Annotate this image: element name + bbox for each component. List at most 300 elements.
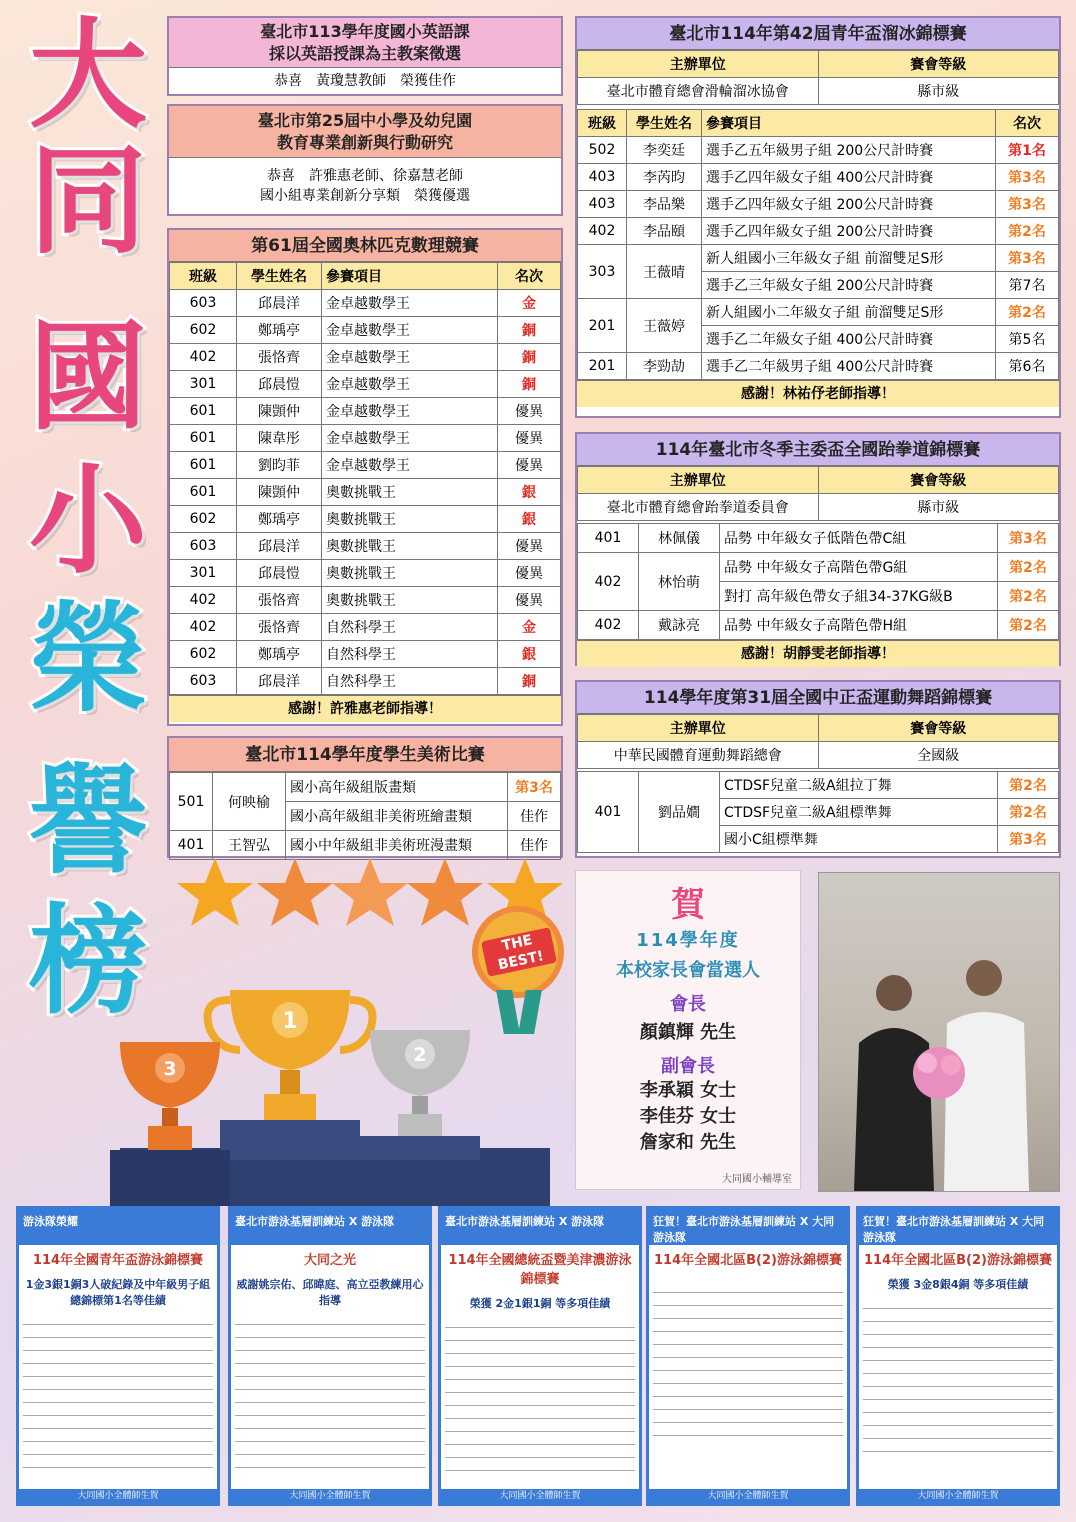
rank-cell: 第2名 [998, 553, 1059, 582]
event-cell: 奧數挑戰王 [322, 506, 498, 533]
rank-cell: 優異 [498, 587, 561, 614]
people-icon [819, 873, 1059, 1191]
thumb-table-row [445, 1380, 635, 1393]
thumb-table-row [653, 1345, 843, 1358]
rank-cell: 第2名 [998, 611, 1059, 640]
dance-rank: 第3名 [998, 826, 1059, 853]
thumb-table-row [863, 1439, 1053, 1452]
event-cell: 奧數挑戰王 [322, 533, 498, 560]
table-row [170, 479, 561, 506]
tkd-org: 臺北市體育總會跆拳道委員會 [578, 494, 819, 521]
tkd-title: 114年臺北市冬季主委盃全國跆拳道錦標賽 [577, 434, 1059, 466]
thumb-table-row [23, 1416, 213, 1429]
thumb-table-row [653, 1384, 843, 1397]
event-cell: 奧數挑戰王 [322, 587, 498, 614]
rank-cell: 第1名 [996, 137, 1059, 164]
pta-he: 賀 [671, 885, 705, 925]
table-row [578, 353, 1059, 380]
thumb-table-row [23, 1429, 213, 1442]
student-cell: 邱晨愷 [237, 560, 322, 587]
student-cell: 林佩儀 [639, 524, 720, 553]
student-cell: 李品頤 [627, 218, 702, 245]
thumb-table-row [235, 1351, 425, 1364]
table-row [170, 452, 561, 479]
class-cell: 403 [578, 191, 627, 218]
banner-char: 同 [28, 132, 147, 270]
event-cell: 自然科學王 [322, 614, 498, 641]
dance-table [577, 771, 1059, 853]
tkd-table [577, 523, 1059, 640]
class-cell: 601 [170, 479, 237, 506]
swim-poster-thumbnail[interactable] [16, 1206, 220, 1506]
rank-cell: 金 [498, 614, 561, 641]
thumb-subtitle: 1金3銀1銅3人破紀錄及中年級男子組總錦標第1名等佳績 [25, 1278, 211, 1307]
event-cell: 金卓越數學王 [322, 425, 498, 452]
class-cell: 201 [578, 299, 627, 353]
class-cell: 602 [170, 506, 237, 533]
thumb-table-row [445, 1432, 635, 1445]
event-cell: 選手乙四年級女子組 400公尺計時賽 [702, 164, 996, 191]
math-title: 第61屆全國奧林匹克數理競賽 [169, 230, 561, 262]
event-cell: 金卓越數學王 [322, 290, 498, 317]
event-cell: 金卓越數學王 [322, 317, 498, 344]
rank-cell: 第5名 [996, 326, 1059, 353]
class-cell: 303 [578, 245, 627, 299]
rank-cell: 優異 [498, 452, 561, 479]
art-table [169, 772, 561, 860]
thumb-subtitle: 榮獲 2金1銀1銅 等多項佳績 [469, 1297, 611, 1310]
skate-table [577, 109, 1059, 380]
class-cell: 602 [170, 641, 237, 668]
class-cell: 201 [578, 353, 627, 380]
art-rank: 佳作 [508, 802, 561, 831]
art-rank: 第3名 [508, 773, 561, 802]
thumb-subtitle: 榮獲 3金8銀4銅 等多項佳績 [887, 1278, 1029, 1291]
rank-cell: 第7名 [996, 272, 1059, 299]
table-row [170, 344, 561, 371]
student-cell: 李芮昀 [627, 164, 702, 191]
thumb-table-row [653, 1410, 843, 1423]
thumb-table-row [445, 1328, 635, 1341]
tkd-card [575, 432, 1061, 666]
thumb-header: 狂賀！臺北市游泳基層訓練站 X 大同游泳隊 [649, 1209, 847, 1245]
thumb-header: 游泳隊榮耀 [19, 1209, 217, 1245]
class-cell: 601 [170, 398, 237, 425]
thumb-header: 臺北市游泳基層訓練站 X 游泳隊 [231, 1209, 429, 1245]
thumb-table-row [445, 1419, 635, 1432]
thumb-footer: 大同國小全體師生賀 [649, 1489, 847, 1503]
thumb-table-row [235, 1403, 425, 1416]
thumb-table-row [863, 1348, 1053, 1361]
skate-col-rank: 名次 [996, 110, 1059, 137]
thumb-subtitle: 威謝姚宗佑、邱暐庭、高立亞教練用心指導 [236, 1278, 424, 1307]
rank-cell: 第6名 [996, 353, 1059, 380]
podium-3-label: 3 [163, 1058, 177, 1080]
table-row [170, 425, 561, 452]
rank-cell: 銀 [498, 479, 561, 506]
tkd-level-header: 賽會等級 [818, 467, 1059, 494]
banner-char: 譽 [28, 752, 147, 890]
innovation-title: 臺北市第25屆中小學及幼兒園 教育專業創新與行動研究 [169, 106, 561, 158]
student-cell: 張恪齊 [237, 614, 322, 641]
art-student: 何映榆 [213, 773, 286, 831]
thumb-table-row [445, 1445, 635, 1458]
table-row [170, 317, 561, 344]
thumb-title: 114年全國北區B(2)游泳錦標賽 [654, 1253, 842, 1268]
thumb-footer: 大同國小全體師生賀 [231, 1489, 429, 1503]
thumb-table-row [235, 1455, 425, 1468]
student-cell: 王薇婷 [627, 299, 702, 353]
event-cell: 選手乙五年級男子組 200公尺計時賽 [702, 137, 996, 164]
class-cell: 603 [170, 668, 237, 695]
event-cell: 品勢 中年級女子高階色帶G組 [720, 553, 998, 582]
class-cell: 402 [578, 553, 639, 611]
student-cell: 鄭瑀亭 [237, 641, 322, 668]
event-cell: 選手乙二年級女子組 400公尺計時賽 [702, 326, 996, 353]
rank-cell: 銀 [498, 641, 561, 668]
thumb-table-row [445, 1458, 635, 1471]
student-cell: 邱晨愷 [237, 371, 322, 398]
rank-cell: 優異 [498, 398, 561, 425]
thumb-table-row [235, 1442, 425, 1455]
thumb-table-row [653, 1332, 843, 1345]
tkd-level: 縣市級 [818, 494, 1059, 521]
student-cell: 戴詠亮 [639, 611, 720, 640]
thumb-table-row [445, 1367, 635, 1380]
table-row [578, 245, 1059, 272]
thumb-table-row [23, 1390, 213, 1403]
banner-char: 大 [28, 6, 147, 144]
skate-org-table [577, 50, 1059, 105]
podium-1-label: 1 [282, 1009, 298, 1034]
art-title: 臺北市114學年度學生美術比賽 [169, 738, 561, 772]
event-cell: 選手乙三年級女子組 200公尺計時賽 [702, 272, 996, 299]
table-row [170, 614, 561, 641]
thumb-table-row [653, 1358, 843, 1371]
thumb-table-row [863, 1426, 1053, 1439]
table-row [578, 553, 1059, 582]
class-cell: 601 [170, 452, 237, 479]
swim-poster-thumbnail[interactable] [646, 1206, 850, 1506]
skate-org: 臺北市體育總會滑輪溜冰協會 [578, 78, 819, 105]
table-row [578, 299, 1059, 326]
banner-char: 榜 [28, 892, 147, 1030]
pta-vice-3: 詹家和 先生 [639, 1132, 737, 1153]
rank-cell: 第2名 [996, 218, 1059, 245]
thumb-subtitle [649, 1272, 847, 1280]
table-row [170, 587, 561, 614]
thumb-table-row [863, 1374, 1053, 1387]
student-cell: 李品樂 [627, 191, 702, 218]
thumb-table-row [235, 1416, 425, 1429]
dance-student: 劉品嫺 [639, 772, 720, 853]
thumb-title: 114年全國北區B(2)游泳錦標賽 [864, 1253, 1052, 1268]
class-cell: 603 [170, 290, 237, 317]
thumb-table-row [653, 1371, 843, 1384]
rank-cell: 優異 [498, 533, 561, 560]
thumb-table-row [863, 1361, 1053, 1374]
thumb-table-row [235, 1364, 425, 1377]
star-icon [177, 858, 253, 926]
rank-cell: 銅 [498, 371, 561, 398]
class-cell: 402 [170, 614, 237, 641]
class-cell: 301 [170, 371, 237, 398]
skate-org-header: 主辦單位 [578, 51, 819, 78]
rank-cell: 優異 [498, 425, 561, 452]
rank-cell: 銅 [498, 344, 561, 371]
rank-cell: 優異 [498, 560, 561, 587]
thumb-title: 114年全國總統盃暨美津濃游泳錦標賽 [448, 1253, 632, 1287]
innovation-card [167, 104, 563, 216]
student-cell: 張恪齊 [237, 587, 322, 614]
banner-char: 國 [28, 308, 147, 446]
swim-poster-thumbnail[interactable] [228, 1206, 432, 1506]
table-row [170, 398, 561, 425]
math-card [167, 228, 563, 726]
math-col-header: 名次 [498, 263, 561, 290]
class-cell: 401 [578, 524, 639, 553]
star-icon [257, 858, 333, 926]
table-row [170, 560, 561, 587]
thumb-footer: 大同國小全體師生賀 [859, 1489, 1057, 1503]
event-cell: 品勢 中年級女子高階色帶H組 [720, 611, 998, 640]
pta-line: 本校家長會當選人 [616, 960, 760, 981]
swim-poster-thumbnail[interactable] [856, 1206, 1060, 1506]
thumb-table-row [653, 1280, 843, 1293]
thumb-header: 臺北市游泳基層訓練站 X 游泳隊 [441, 1209, 639, 1245]
thumb-footer: 大同國小全體師生賀 [441, 1489, 639, 1503]
table-row [578, 191, 1059, 218]
thumb-table-row [235, 1429, 425, 1442]
dance-title: 114學年度第31屆全國中正盃運動舞蹈錦標賽 [577, 682, 1059, 714]
class-cell: 402 [578, 218, 627, 245]
thumb-table-row [445, 1393, 635, 1406]
thumb-table-row [23, 1364, 213, 1377]
rank-cell: 第3名 [996, 245, 1059, 272]
skate-col-name: 學生姓名 [627, 110, 702, 137]
art-item: 國小高年級組非美術班繪畫類 [286, 802, 508, 831]
thumb-table-row [653, 1293, 843, 1306]
pta-year: 114學年度 [636, 930, 740, 951]
dance-item: CTDSF兒童二級A組標準舞 [720, 799, 998, 826]
rank-cell: 第2名 [998, 582, 1059, 611]
math-thanks: 感謝！許雅惠老師指導！ [169, 695, 561, 722]
rank-cell: 銅 [498, 317, 561, 344]
thumb-table-row [863, 1387, 1053, 1400]
class-cell: 403 [578, 164, 627, 191]
art-item: 國小高年級組版畫類 [286, 773, 508, 802]
student-cell: 邱晨洋 [237, 668, 322, 695]
skate-card [575, 16, 1061, 418]
dance-card [575, 680, 1061, 858]
event-cell: 選手乙四年級女子組 200公尺計時賽 [702, 191, 996, 218]
student-cell: 邱晨洋 [237, 290, 322, 317]
banner-char: 榮 [28, 590, 147, 728]
pta-card [575, 870, 801, 1190]
thumb-table-row [23, 1377, 213, 1390]
thumb-title: 大同之光 [303, 1253, 356, 1268]
thumb-table-row [863, 1400, 1053, 1413]
dance-org-table [577, 714, 1059, 769]
event-cell: 品勢 中年級女子低階色帶C組 [720, 524, 998, 553]
thumb-table-row [23, 1442, 213, 1455]
tkd-thanks: 感謝！胡靜雯老師指導！ [577, 640, 1059, 667]
skate-level: 縣市級 [818, 78, 1059, 105]
art-card [167, 736, 563, 858]
art-item: 國小中年級組非美術班漫畫類 [286, 831, 508, 860]
thumb-table-row [23, 1325, 213, 1338]
student-cell: 林怡萌 [639, 553, 720, 611]
swim-poster-thumbnail[interactable] [438, 1206, 642, 1506]
student-cell: 劉昀菲 [237, 452, 322, 479]
thumb-table-row [863, 1296, 1053, 1309]
thumb-title: 114年全國青年盃游泳錦標賽 [32, 1253, 204, 1268]
student-cell: 張恪齊 [237, 344, 322, 371]
pta-footer: 大同國小輔導室 [722, 1174, 792, 1185]
table-row [578, 524, 1059, 553]
event-cell: 新人組國小二年級女子組 前溜雙足S形 [702, 299, 996, 326]
table-row [170, 641, 561, 668]
art-class: 401 [170, 831, 213, 860]
thumb-table-row [445, 1406, 635, 1419]
rank-cell: 金 [498, 290, 561, 317]
english-title: 臺北市113學年度國小英語課 採以英語授課為主教案徵選 [169, 18, 561, 68]
rank-cell: 第3名 [996, 191, 1059, 218]
art-class: 501 [170, 773, 213, 831]
english-card [167, 16, 563, 96]
dance-rank: 第2名 [998, 772, 1059, 799]
rank-cell: 第2名 [996, 299, 1059, 326]
dance-item: CTDSF兒童二級A組拉丁舞 [720, 772, 998, 799]
thumb-table-row [863, 1309, 1053, 1322]
math-col-header: 學生姓名 [237, 263, 322, 290]
ceremony-photo [818, 872, 1060, 1192]
class-cell: 402 [170, 344, 237, 371]
class-cell: 402 [170, 587, 237, 614]
thumb-table-row [445, 1354, 635, 1367]
event-cell: 金卓越數學王 [322, 452, 498, 479]
student-cell: 李奕廷 [627, 137, 702, 164]
event-cell: 選手乙四年級女子組 200公尺計時賽 [702, 218, 996, 245]
table-row [578, 611, 1059, 640]
event-cell: 金卓越數學王 [322, 344, 498, 371]
skate-title: 臺北市114年第42屆青年盃溜冰錦標賽 [577, 18, 1059, 50]
thumb-table-row [235, 1325, 425, 1338]
dance-level-header: 賽會等級 [818, 715, 1059, 742]
pta-president-heading: 會長 [670, 994, 706, 1015]
art-rank: 佳作 [508, 831, 561, 860]
math-col-header: 班級 [170, 263, 237, 290]
thumb-table-row [653, 1397, 843, 1410]
art-student: 王智弘 [213, 831, 286, 860]
thumb-table-row [863, 1413, 1053, 1426]
thumb-footer: 大同國小全體師生賀 [19, 1489, 217, 1503]
thumb-table-row [653, 1423, 843, 1436]
dance-rank: 第2名 [998, 799, 1059, 826]
thumb-table-row [23, 1403, 213, 1416]
event-cell: 選手乙二年級男子組 400公尺計時賽 [702, 353, 996, 380]
podium-2-label: 2 [413, 1044, 427, 1066]
skate-thanks: 感謝！林祐伃老師指導！ [577, 380, 1059, 407]
math-col-header: 參賽項目 [322, 263, 498, 290]
thumb-table-row [23, 1312, 213, 1325]
event-cell: 新人組國小三年級女子組 前溜雙足S形 [702, 245, 996, 272]
event-cell: 奧數挑戰王 [322, 479, 498, 506]
event-cell: 金卓越數學王 [322, 398, 498, 425]
student-cell: 王薇晴 [627, 245, 702, 299]
table-row [170, 668, 561, 695]
student-cell: 邱晨洋 [237, 533, 322, 560]
student-cell: 陳韋彤 [237, 425, 322, 452]
skate-col-event: 參賽項目 [702, 110, 996, 137]
pta-vice-1: 李承穎 女士 [639, 1080, 737, 1101]
dance-org: 中華民國體育運動舞蹈總會 [578, 742, 819, 769]
class-cell: 301 [170, 560, 237, 587]
class-cell: 602 [170, 317, 237, 344]
thumb-table-row [235, 1312, 425, 1325]
thumb-table-row [863, 1322, 1053, 1335]
class-cell: 601 [170, 425, 237, 452]
table-row [578, 218, 1059, 245]
tkd-org-header: 主辦單位 [578, 467, 819, 494]
student-cell: 陳顗仲 [237, 398, 322, 425]
banner-char: 小 [28, 452, 147, 590]
student-cell: 鄭瑀亭 [237, 506, 322, 533]
table-row [578, 164, 1059, 191]
rank-cell: 銅 [498, 668, 561, 695]
event-cell: 奧數挑戰王 [322, 560, 498, 587]
innovation-body: 恭喜 許雅惠老師、徐嘉慧老師 國小組專業創新分享類 榮獲優選 [260, 168, 470, 204]
tkd-org-table [577, 466, 1059, 521]
table-row [578, 137, 1059, 164]
thumb-table-row [235, 1377, 425, 1390]
event-cell: 自然科學王 [322, 641, 498, 668]
student-cell: 李勁劼 [627, 353, 702, 380]
dance-level: 全國級 [818, 742, 1059, 769]
table-row [170, 533, 561, 560]
thumb-table-row [23, 1351, 213, 1364]
table-row [170, 371, 561, 398]
class-cell: 603 [170, 533, 237, 560]
thumb-table-row [653, 1306, 843, 1319]
math-table [169, 262, 561, 695]
pta-vice-heading: 副會長 [661, 1056, 715, 1077]
rank-cell: 銀 [498, 506, 561, 533]
thumb-table-row [653, 1319, 843, 1332]
table-row [170, 506, 561, 533]
thumb-table-row [235, 1338, 425, 1351]
skate-col-class: 班級 [578, 110, 627, 137]
dance-org-header: 主辦單位 [578, 715, 819, 742]
pta-president: 顏鎮輝 先生 [639, 1022, 737, 1043]
event-cell: 對打 高年級色帶女子組34-37KG級B [720, 582, 998, 611]
thumb-table-row [23, 1338, 213, 1351]
class-cell: 502 [578, 137, 627, 164]
rank-cell: 第3名 [998, 524, 1059, 553]
skate-level-header: 賽會等級 [818, 51, 1059, 78]
pta-vice-2: 李佳芬 女士 [639, 1106, 737, 1127]
class-cell: 402 [578, 611, 639, 640]
best-badge-text: THE BEST! [481, 927, 557, 977]
star-icon [407, 858, 483, 926]
thumb-table-row [445, 1341, 635, 1354]
rank-cell: 第3名 [996, 164, 1059, 191]
trophy-podium [100, 970, 570, 1206]
event-cell: 金卓越數學王 [322, 371, 498, 398]
dance-item: 國小C組標準舞 [720, 826, 998, 853]
table-row [170, 290, 561, 317]
thumb-table-row [863, 1335, 1053, 1348]
